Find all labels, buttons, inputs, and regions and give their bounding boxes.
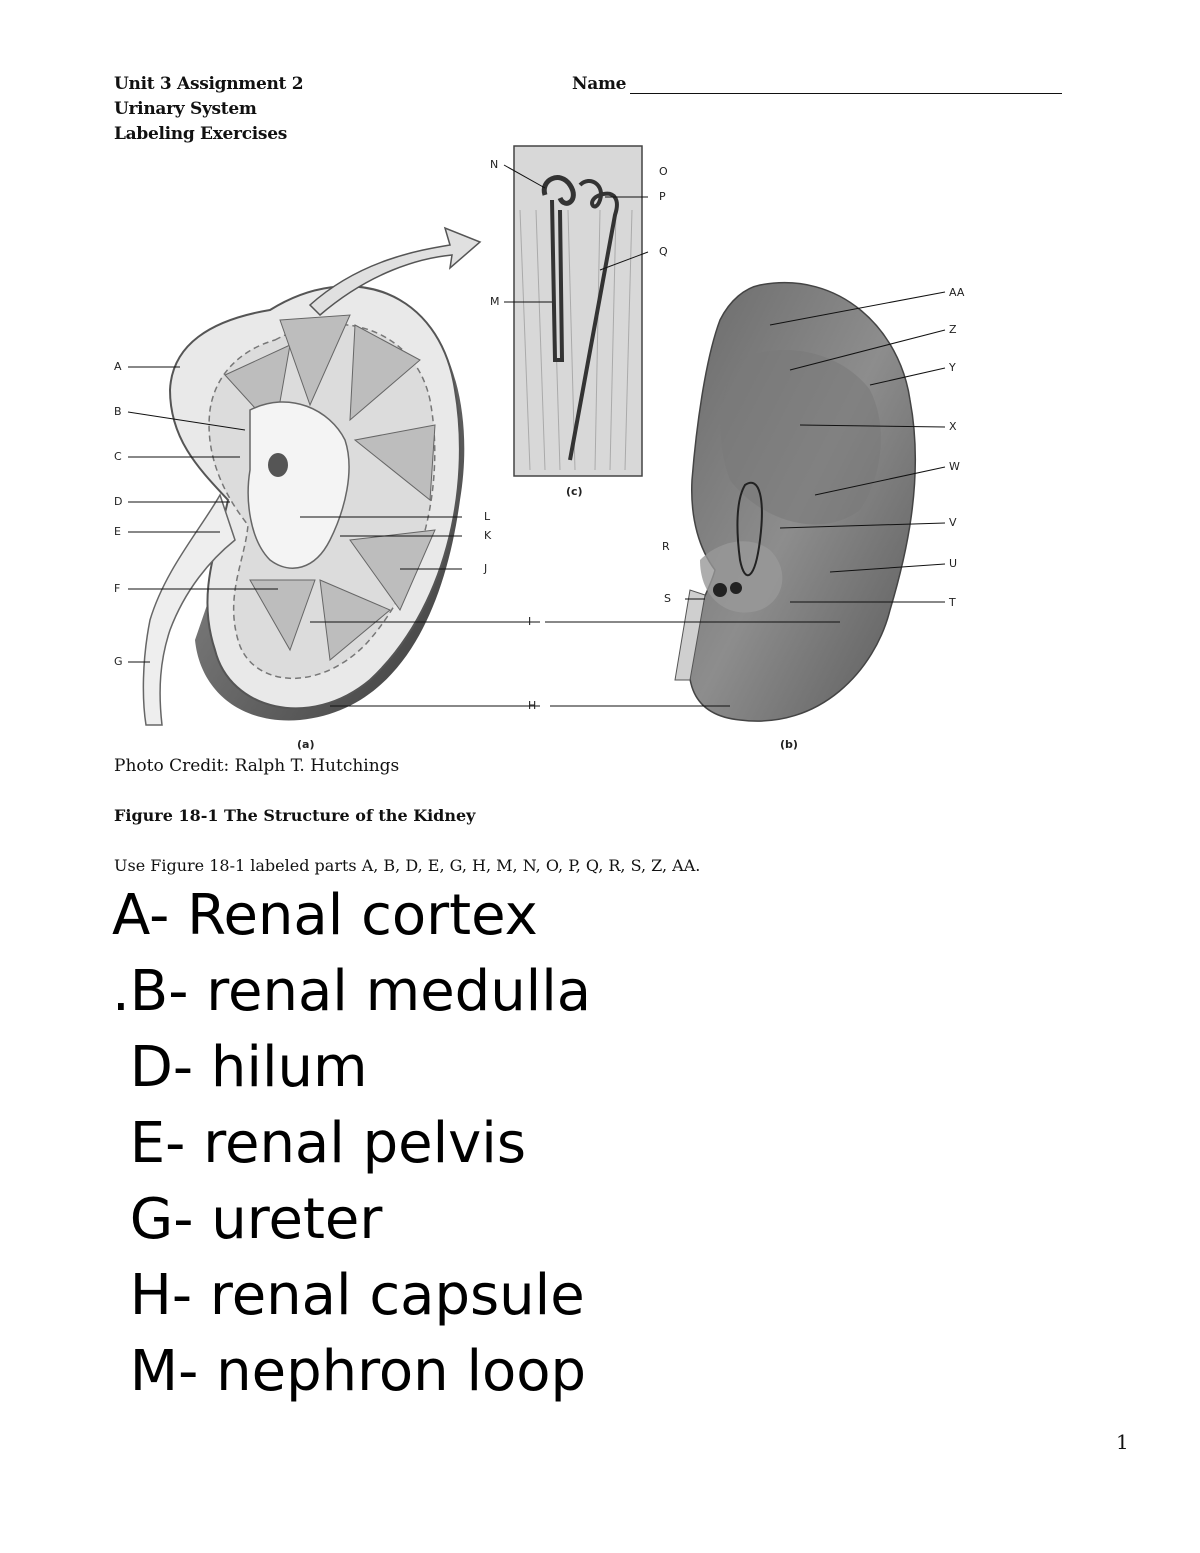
label-q: Q (659, 245, 668, 258)
answer-e: E- renal pelvis (112, 1111, 527, 1176)
label-w: W (949, 460, 960, 473)
kidney-figure (100, 140, 1000, 760)
label-g: G (114, 655, 123, 668)
label-l: L (484, 510, 491, 523)
page-number: 1 (1116, 1430, 1129, 1454)
label-j: J (484, 562, 488, 575)
label-aa: AA (949, 286, 965, 299)
label-f: F (114, 582, 121, 595)
name-label: Name (572, 74, 627, 94)
answer-g: G- ureter (112, 1187, 383, 1252)
label-a: A (114, 360, 122, 373)
caption-c: (c) (566, 485, 583, 498)
label-s: S (664, 592, 671, 605)
exercise-title: Labeling Exercises (114, 124, 287, 144)
answer-d: D- hilum (112, 1035, 368, 1100)
answer-m: M- nephron loop (112, 1339, 587, 1404)
instructions: Use Figure 18-1 labeled parts A, B, D, E, G, H, M, N, O, P, Q, R, S, Z, AA. (114, 856, 701, 875)
label-n: N (490, 158, 499, 171)
label-c: C (114, 450, 122, 463)
answer-list (112, 878, 591, 1410)
kidney-section-drawing (143, 285, 464, 725)
figure-title: Figure 18-1 The Structure of the Kidney (114, 806, 476, 825)
assignment-title: Unit 3 Assignment 2 (114, 74, 304, 94)
name-field-line[interactable] (630, 93, 1062, 94)
label-p: P (659, 190, 666, 203)
nephron-inset-drawing (514, 146, 642, 476)
label-e: E (114, 525, 121, 538)
label-u: U (949, 557, 958, 570)
answer-h: H- renal capsule (112, 1263, 585, 1328)
label-r: R (662, 540, 670, 553)
label-z: Z (949, 323, 957, 336)
label-o: O (659, 165, 668, 178)
photo-credit: Photo Credit: Ralph T. Hutchings (114, 756, 400, 776)
label-h: H (528, 699, 537, 712)
label-t: T (949, 596, 956, 609)
label-v: V (949, 516, 957, 529)
label-m: M (490, 295, 500, 308)
label-b: B (114, 405, 122, 418)
answer-b: .B- renal medulla (112, 959, 592, 1024)
kidney-photo (675, 283, 915, 721)
caption-b: (b) (780, 738, 798, 751)
label-d: D (114, 495, 123, 508)
system-title: Urinary System (114, 99, 257, 119)
label-k: K (484, 529, 492, 542)
label-i: I (528, 615, 532, 628)
label-x: X (949, 420, 957, 433)
label-y: Y (949, 361, 956, 374)
caption-a: (a) (297, 738, 315, 751)
answer-a: A- Renal cortex (112, 883, 538, 948)
